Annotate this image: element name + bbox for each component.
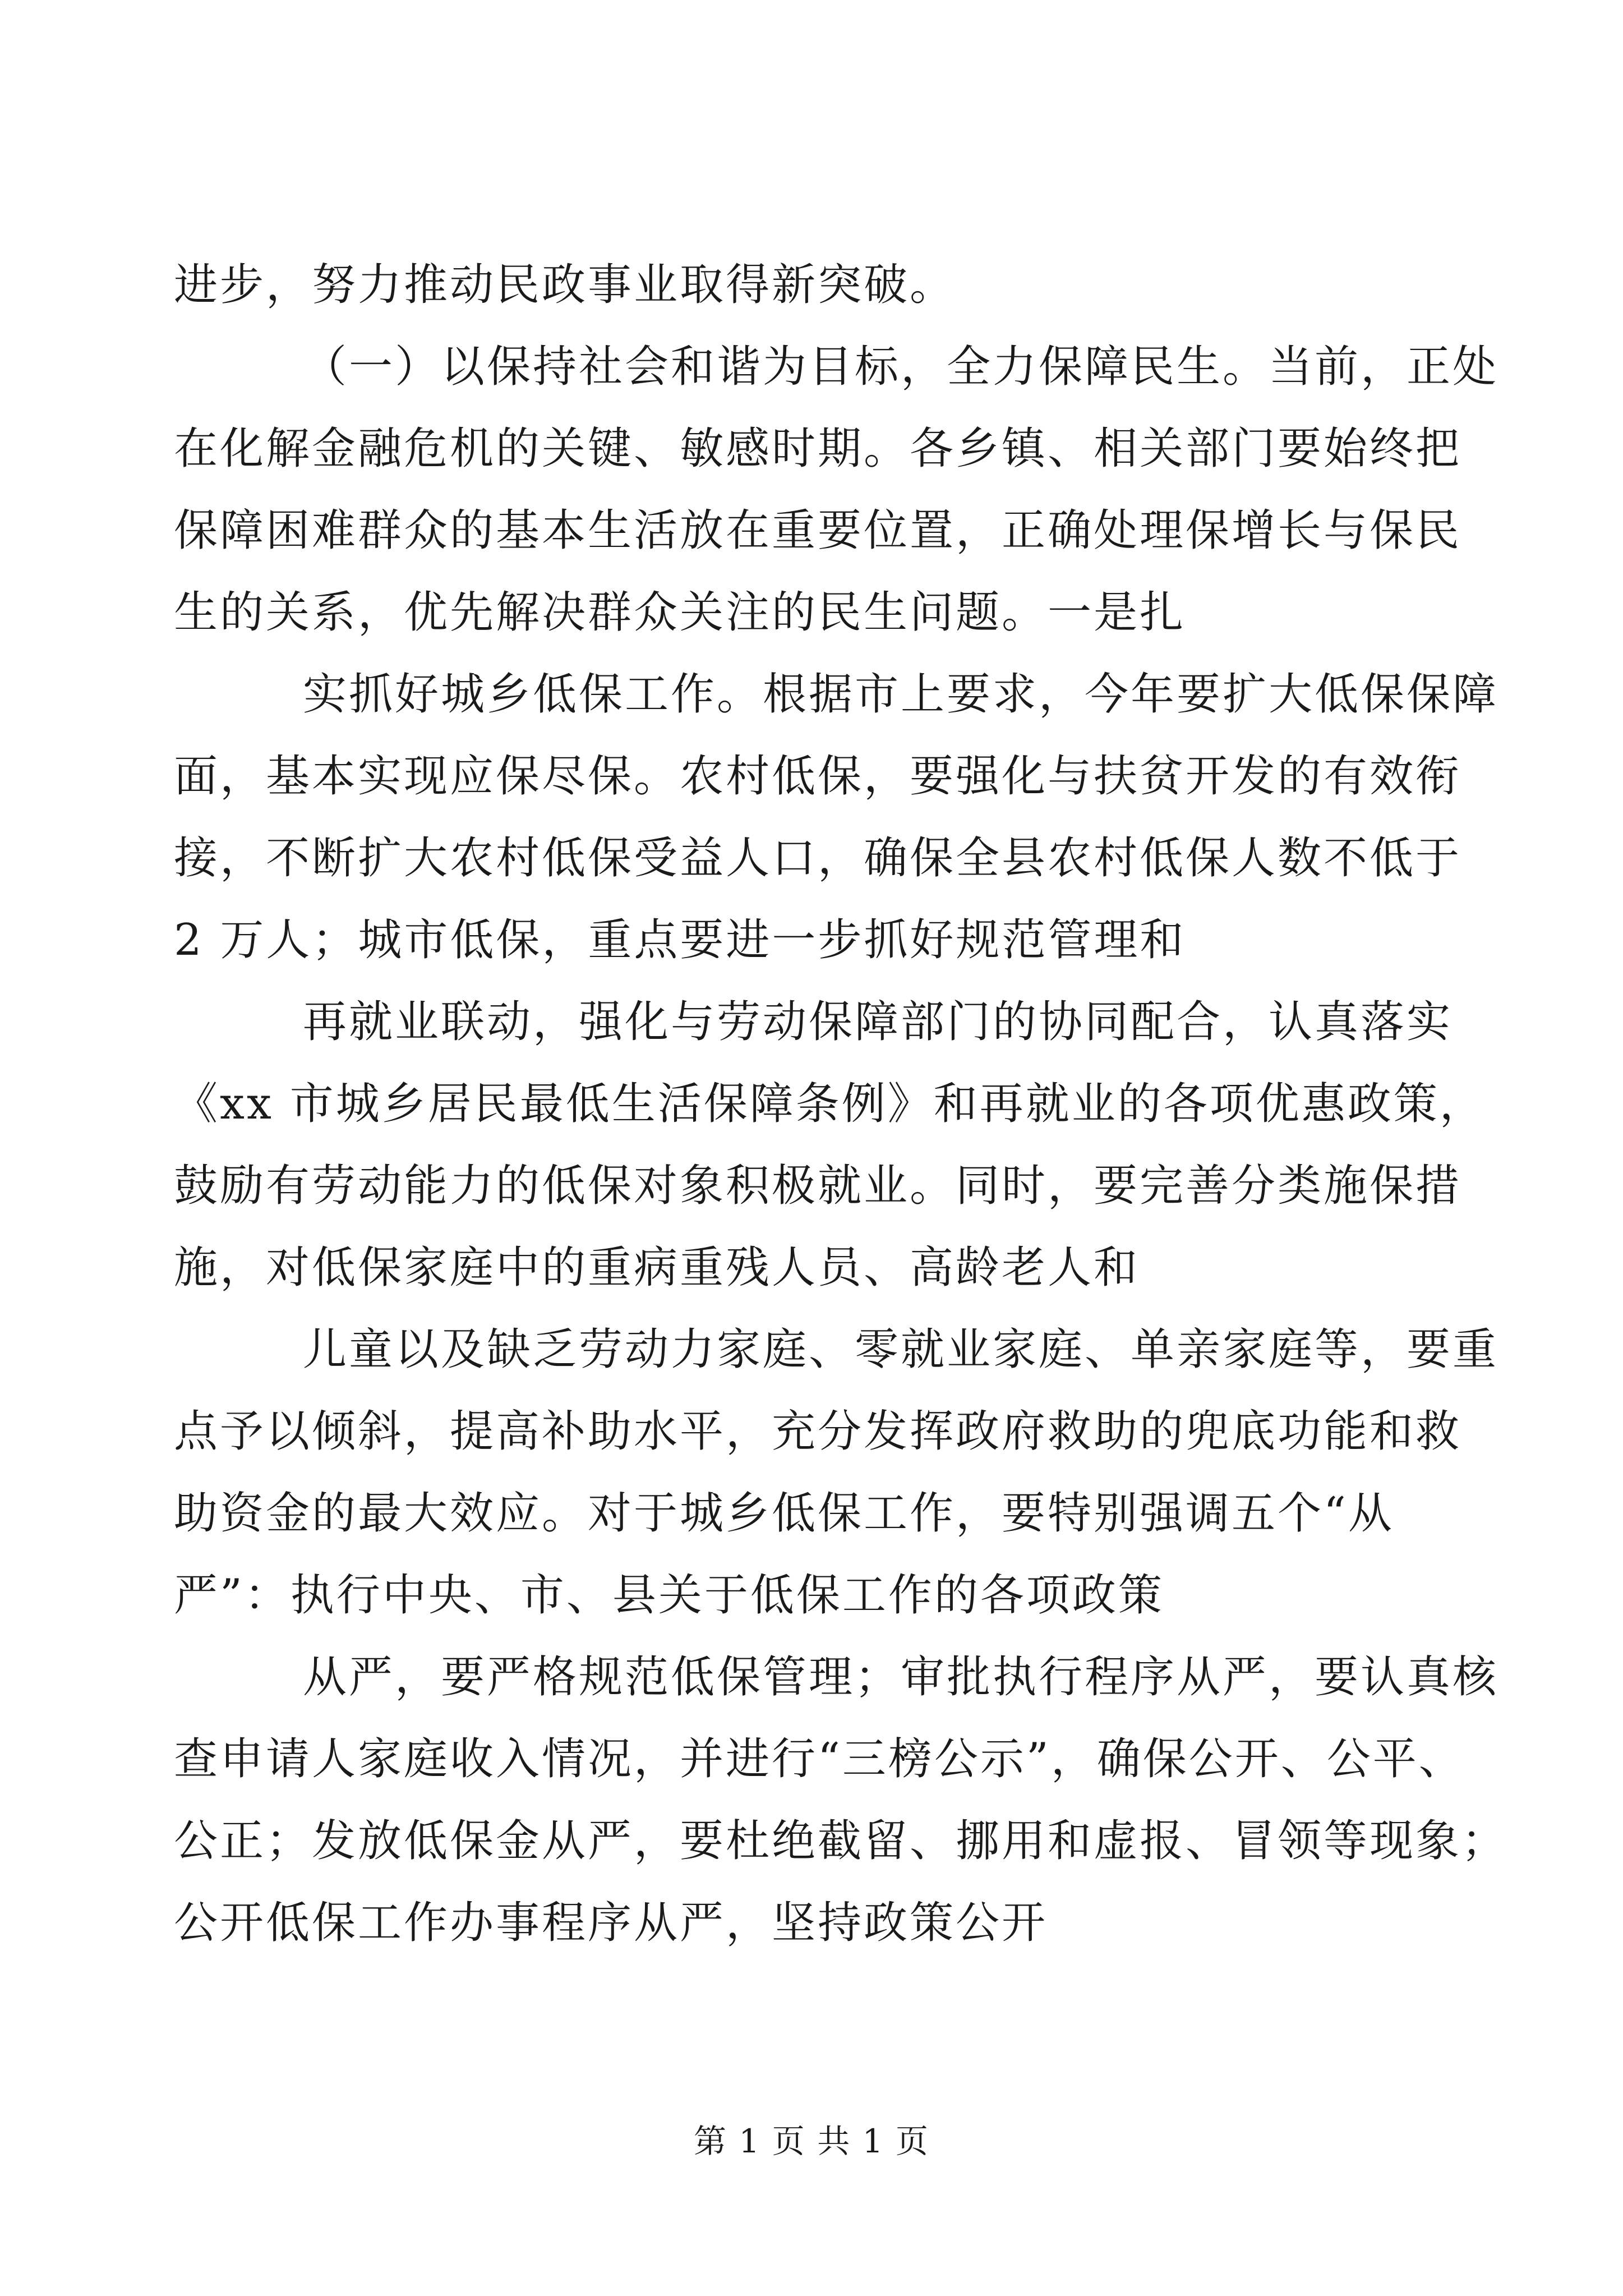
page-footer: 第 1 页 共 1 页 bbox=[694, 2122, 929, 2160]
document-body bbox=[174, 244, 1508, 1964]
text-line: 实抓好城乡低保工作。根据市上要求，今年要扩大低保保障 bbox=[303, 669, 1499, 720]
text-line: 儿童以及缺乏劳动力家庭、零就业家庭、单亲家庭等，要重 bbox=[303, 1324, 1499, 1375]
text-line: 从严，要严格规范低保管理；审批执行程序从严，要认真核 bbox=[303, 1652, 1499, 1703]
text-line: 保障困难群众的基本生活放在重要位置，正确处理保增长与保民 bbox=[174, 505, 1462, 556]
text-line: 点予以倾斜，提高补助水平，充分发挥政府救助的兜底功能和救 bbox=[174, 1406, 1462, 1457]
text-line: 2 万人；城市低保，重点要进一步抓好规范管理和 bbox=[174, 915, 1186, 965]
text-line: 严”：执行中央、市、县关于低保工作的各项政策 bbox=[174, 1570, 1164, 1621]
text-line: 在化解金融危机的关键、敏感时期。各乡镇、相关部门要始终把 bbox=[174, 424, 1462, 474]
text-line: 面，基本实现应保尽保。农村低保，要强化与扶贫开发的有效衔 bbox=[174, 751, 1462, 802]
text-line: 鼓励有劳动能力的低保对象积极就业。同时，要完善分类施保措 bbox=[174, 1161, 1462, 1211]
text-line: 查申请人家庭收入情况，并进行“三榜公示”，确保公开、公平、 bbox=[174, 1734, 1465, 1784]
text-line: 进步，努力推动民政事业取得新突破。 bbox=[174, 260, 956, 310]
text-line: 公开低保工作办事程序从严，坚持政策公开 bbox=[174, 1898, 1048, 1948]
text-line: 助资金的最大效应。对于城乡低保工作，要特别强调五个“从 bbox=[174, 1488, 1394, 1539]
text-line: 生的关系，优先解决群众关注的民生问题。一是扎 bbox=[174, 587, 1186, 638]
text-line: 再就业联动，强化与劳动保障部门的协同配合，认真落实 bbox=[303, 997, 1453, 1047]
text-line: 施，对低保家庭中的重病重残人员、高龄老人和 bbox=[174, 1243, 1140, 1293]
text-line: 公正；发放低保金从严，要杜绝截留、挪用和虚报、冒领等现象； bbox=[174, 1816, 1508, 1866]
text-line: 《xx 市城乡居民最低生活保障条例》和再就业的各项优惠政策， bbox=[174, 1079, 1486, 1129]
text-line: （一）以保持社会和谐为目标，全力保障民生。当前，正处 bbox=[303, 342, 1499, 392]
text-line: 接，不断扩大农村低保受益人口，确保全县农村低保人数不低于 bbox=[174, 833, 1462, 884]
